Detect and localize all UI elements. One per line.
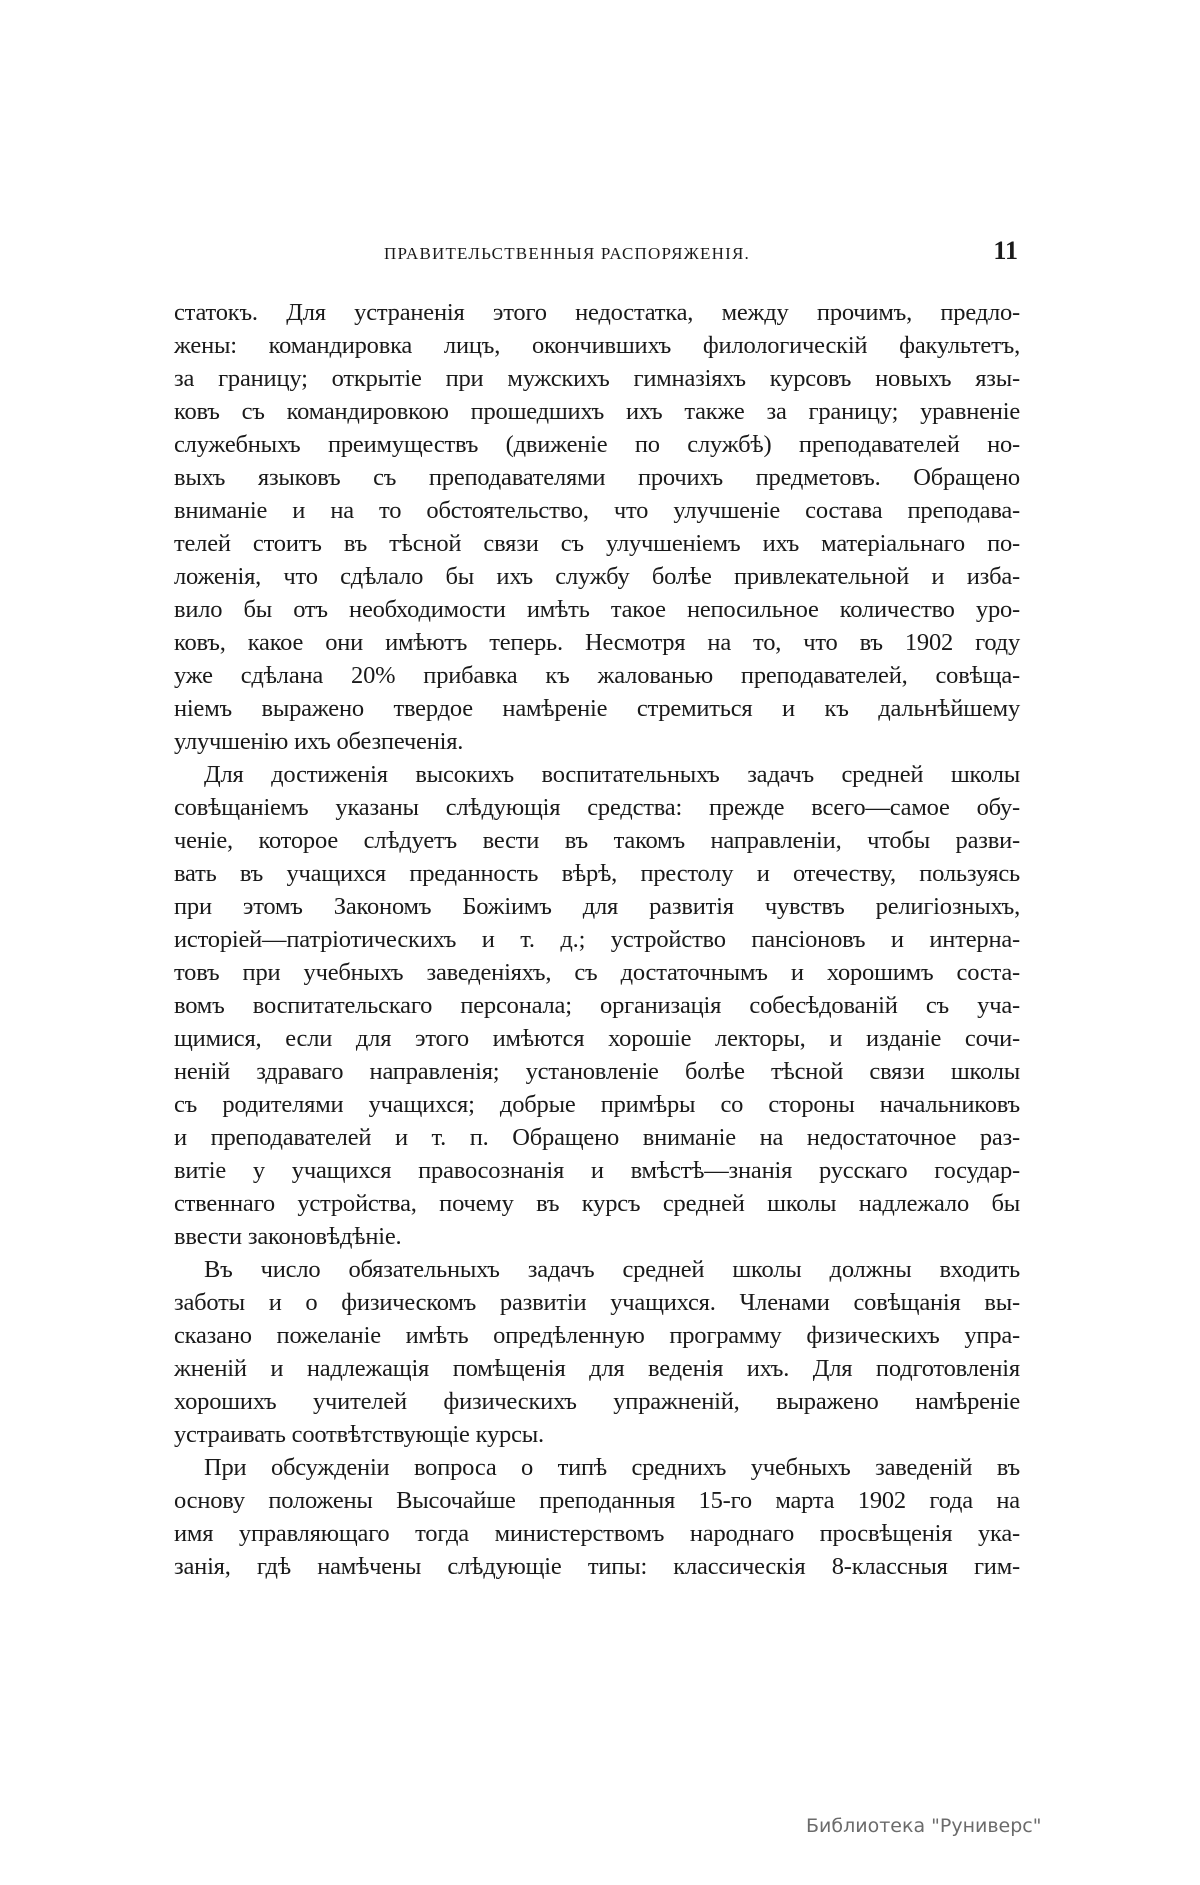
paragraph (174, 1451, 1020, 1583)
text-line: при этомъ Закономъ Божіимъ для развитія чувствъ религіозныхъ, (174, 893, 1020, 920)
text-line: основу положены Высочайше преподанныя 15-го марта 1902 года на (174, 1487, 1020, 1514)
body-text (174, 296, 1020, 1583)
text-line: жены: командировка лицъ, окончившихъ филологическій факультетъ, (174, 332, 1020, 359)
page-header (174, 236, 1020, 268)
text-line: вниманіе и на то обстоятельство, что улучшеніе состава преподава- (174, 497, 1020, 524)
text-line: хорошихъ учителей физическихъ упражненій, выражено намѣреніе (174, 1388, 1020, 1415)
text-line: и преподавателей и т. п. Обращено вниманіе на недостаточное раз- (174, 1124, 1020, 1151)
text-line: статокъ. Для устраненія этого недостатка, между прочимъ, предло- (174, 299, 1020, 326)
text-line: сказано пожеланіе имѣть опредѣленную программу физическихъ упра- (174, 1322, 1020, 1349)
text-line: исторіей—патріотическихъ и т. д.; устройство пансіоновъ и интерна- (174, 926, 1020, 953)
text-line: занія, гдѣ намѣчены слѣдующіе типы: классическія 8-классныя гим- (174, 1553, 1020, 1580)
text-line: выхъ языковъ съ преподавателями прочихъ предметовъ. Обращено (174, 464, 1020, 491)
paragraph (174, 296, 1020, 758)
paragraph (174, 758, 1020, 1253)
text-line: совѣщаніемъ указаны слѣдующія средства: прежде всего—самое обу- (174, 794, 1020, 821)
text-line: ственнаго устройства, почему въ курсъ средней школы надлежало бы (174, 1190, 1020, 1217)
paragraph (174, 1253, 1020, 1451)
text-line: улучшенію ихъ обезпеченія. (174, 728, 464, 755)
text-line: имя управляющаго тогда министерствомъ народнаго просвѣщенія ука- (174, 1520, 1020, 1547)
text-line: ковъ, какое они имѣютъ теперь. Несмотря на то, что въ 1902 году (174, 629, 1020, 656)
text-line: вомъ воспитательскаго персонала; организація собесѣдованій съ уча- (174, 992, 1020, 1019)
text-line: вать въ учащихся преданность вѣрѣ, престолу и отечеству, пользуясь (174, 860, 1020, 887)
text-line: ченіе, которое слѣдуетъ вести въ такомъ направленіи, чтобы разви- (174, 827, 1020, 854)
text-line: неній здраваго направленія; установленіе болѣе тѣсной связи школы (174, 1058, 1020, 1085)
text-line: уже сдѣлана 20% прибавка къ жалованью преподавателей, совѣща- (174, 662, 1020, 689)
text-line: съ родителями учащихся; добрые примѣры со стороны начальниковъ (174, 1091, 1020, 1118)
text-line: вило бы отъ необходимости имѣть такое непосильное количество уро- (174, 596, 1020, 623)
library-watermark: Библиотека "Руниверс" (806, 1815, 1042, 1837)
text-line: ковъ съ командировкою прошедшихъ ихъ также за границу; уравненіе (174, 398, 1020, 425)
text-line: Для достиженія высокихъ воспитательныхъ задачъ средней школы (204, 761, 1020, 788)
text-line: щимися, если для этого имѣются хорошіе лекторы, и изданіе сочи- (174, 1025, 1020, 1052)
text-line: заботы и о физическомъ развитіи учащихся. Членами совѣщанія вы- (174, 1289, 1020, 1316)
text-line: При обсужденіи вопроса о типѣ среднихъ учебныхъ заведеній въ (204, 1454, 1020, 1481)
page-number: 11 (993, 236, 1018, 265)
text-line: устраивать соотвѣтствующіе курсы. (174, 1421, 544, 1448)
text-line: ніемъ выражено твердое намѣреніе стремиться и къ дальнѣйшему (174, 695, 1020, 722)
text-line: витіе у учащихся правосознанія и вмѣстѣ—знанія русскаго государ- (174, 1157, 1020, 1184)
text-line: ложенія, что сдѣлало бы ихъ службу болѣе привлекательной и изба- (174, 563, 1020, 590)
text-line: Въ число обязательныхъ задачъ средней школы должны входить (204, 1256, 1020, 1283)
text-line: за границу; открытіе при мужскихъ гимназіяхъ курсовъ новыхъ язы- (174, 365, 1020, 392)
text-line: служебныхъ преимуществъ (движеніе по службѣ) преподавателей но- (174, 431, 1020, 458)
text-line: жненій и надлежащія помѣщенія для веденія ихъ. Для подготовленія (174, 1355, 1020, 1382)
text-line: телей стоитъ въ тѣсной связи съ улучшеніемъ ихъ матеріальнаго по- (174, 530, 1020, 557)
running-head: ПРАВИТЕЛЬСТВЕННЫЯ РАСПОРЯЖЕНІЯ. (384, 244, 750, 263)
text-line: ввести законовѣдѣніе. (174, 1223, 402, 1250)
text-line: товъ при учебныхъ заведеніяхъ, съ достаточнымъ и хорошимъ соста- (174, 959, 1020, 986)
